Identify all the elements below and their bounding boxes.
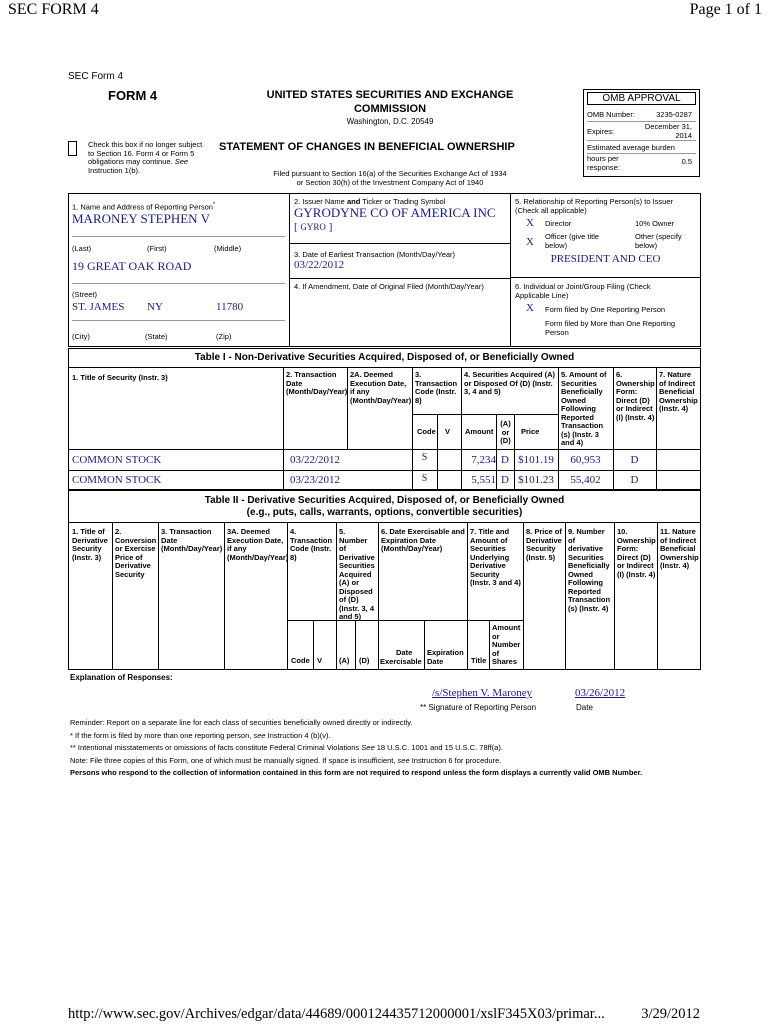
checkbox-text-3: obligations may continue. [88, 157, 173, 166]
t2-sub-amount [492, 624, 520, 667]
checkbox-instructions [88, 141, 202, 175]
t2c2-0: 2. [115, 527, 122, 536]
checkbox-text-2: to Section 16. Form 4 or Form 5 [88, 148, 195, 158]
t2-amt-2: Number [492, 640, 521, 649]
one-person-label: Form filed by One Reporting Person [545, 305, 666, 314]
omb-expires-2: 2014 [675, 131, 692, 140]
note2-see: See [361, 743, 375, 752]
t1h2-0: 2. Transaction [286, 370, 337, 379]
state-value: NY [147, 301, 163, 313]
director-label: Director [545, 219, 572, 228]
t1h5-7: (s) (Instr. 3 [561, 429, 599, 439]
t1-aord-1: or [501, 427, 510, 437]
t1-r1-amount: 5,551 [471, 474, 496, 486]
officer-title: PRESIDENT AND CEO [550, 253, 661, 265]
statement-title: STATEMENT OF CHANGES IN BENEFICIAL OWNERSHIP [219, 141, 515, 153]
t2-col-price [526, 528, 562, 562]
agency-line-2: COMMISSION [353, 103, 427, 115]
t2c7-6: (Instr. 3 and 4) [470, 578, 521, 587]
t2c3-1: Date [161, 535, 178, 545]
t1h7-1: of Indirect [659, 378, 696, 388]
ticker-close: ] [328, 221, 333, 233]
earliest-transaction-date: 03/22/2012 [294, 259, 345, 271]
t2c8-2: Security [526, 544, 556, 553]
footnotes [70, 717, 700, 780]
t1-col-securities-acquired [464, 371, 555, 397]
t1-r0-price: $101.19 [518, 454, 554, 466]
zip-value: 11780 [216, 301, 244, 313]
street-address: 19 GREAT OAK ROAD [72, 259, 192, 273]
officer-mark[interactable]: X [526, 236, 534, 248]
t2c9-6: Following [568, 578, 603, 587]
more-persons-1: Form filed by More than One Reporting [545, 319, 676, 328]
t2-amt-3: of [492, 648, 500, 658]
filing-label [515, 282, 650, 300]
note3-post: Instruction 6 for procedure. [411, 755, 502, 765]
t2c10-0: 10. [617, 527, 628, 536]
t2c8-3: (Instr. 5) [526, 552, 556, 562]
agency-location: Washington, D.C. 20549 [346, 117, 434, 126]
t2c3a-2: if any [227, 544, 247, 553]
t2-exer-1: Exercisable [380, 656, 422, 666]
t1h4-0: 4. Securities Acquired (A) [464, 370, 555, 379]
explanation-heading: Explanation of Responses: [70, 673, 173, 682]
t2-sub-title: Title [471, 656, 487, 665]
t1-aord-2: (D) [500, 436, 511, 445]
state-label: (State) [145, 332, 168, 341]
t2-col-title [72, 528, 108, 562]
footnote-persons: Persons who respond to the collection of information contained in this form are not required to respond unless the form displays a currently valid OMB Number. [70, 768, 643, 777]
t2c5-0: 5. [339, 527, 346, 536]
t2c5-7: Disposed [339, 586, 373, 596]
t1-r0-ad: D [501, 454, 509, 466]
omb-expires-1: December 31, [644, 122, 692, 131]
t2c9-5: Owned [568, 569, 594, 579]
t2c5-3: Derivative [339, 552, 375, 562]
t2-amt-0: Amount [492, 623, 521, 632]
t2c2-4: Derivative [115, 561, 151, 570]
t2-amt-1: or [492, 631, 500, 641]
t2-exp-0: Expiration [427, 648, 464, 657]
t1h5-0: 5. Amount of [561, 370, 607, 379]
t1h2-2: (Month/Day/Year) [286, 387, 348, 396]
t1h7-2: Beneficial [659, 387, 695, 396]
t2-sub-v: V [317, 656, 323, 665]
t2c5-10: and 5) [339, 612, 362, 621]
relationship-label-1: 5. Relationship of Reporting Person(s) to Issuer [515, 197, 673, 206]
t2c8-1: Derivative [526, 535, 562, 545]
note1-see: see [253, 730, 266, 740]
ticker-open: [ [294, 221, 298, 233]
t1-r0-title: COMMON STOCK [72, 454, 162, 466]
t1h2a-2: if any [350, 387, 370, 396]
t2c9-0: 9. Number [568, 527, 605, 536]
t2c2-3: Price of [115, 552, 143, 562]
amendment-label: 4. If Amendment, Date of Original Filed (Month/Day/Year) [294, 282, 484, 291]
issuer-label-post: Ticker or Trading Symbol [362, 197, 446, 206]
other-label-2: below) [635, 241, 658, 250]
t1h6-2: Form: [616, 387, 638, 396]
no-longer-subject-checkbox[interactable] [68, 141, 77, 156]
t2c5-2: of [339, 544, 347, 553]
t1-col-amount-owned [561, 371, 607, 448]
t2c1-2: Security [72, 544, 102, 553]
t1h5-3: Owned [561, 395, 587, 405]
omb-burden-label: Estimated average burden [587, 143, 675, 152]
filing-label-2: Applicable Line) [515, 291, 569, 300]
t1h4-1: or Disposed Of (D) (Instr. [464, 378, 553, 388]
t1h7-3: Ownership [659, 395, 698, 405]
reporting-person-name: MARONEY STEPHEN V [72, 211, 210, 226]
t1-r1-ad: D [501, 474, 509, 486]
note3-pre: Note: File three copies of this Form, one of which must be manually signed. If space is insufficient, [70, 755, 396, 765]
table-2-title-1: Table II - Derivative Securities Acquired, Disposed of, or Beneficially Owned [204, 495, 565, 506]
t2c7-2: Securities [470, 544, 506, 553]
signature-date: 03/26/2012 [575, 687, 626, 699]
sec-form-label: SEC Form 4 [68, 71, 124, 82]
t2c5-1: Number [339, 535, 368, 545]
t2c9-4: Beneficially [568, 561, 610, 570]
t1-col-deemed-date [350, 371, 411, 405]
t1h2a-3: (Month/Day/Year) [350, 395, 412, 405]
note3-see: see [397, 755, 410, 765]
print-header-title: SEC FORM 4 [8, 1, 99, 18]
other-label [635, 232, 682, 250]
t1-r1-form: D [630, 474, 639, 486]
table-2-title [68, 495, 701, 519]
t2c5-5: Acquired [339, 569, 372, 579]
t1h2a-0: 2A. Deemed [350, 370, 393, 379]
note1-pre: * If the form is filed by more than one reporting person, [70, 730, 252, 740]
last-label: (Last) [72, 244, 92, 253]
agency-name [220, 88, 560, 116]
t2-col-exercisable [381, 528, 465, 554]
t1h5-5: Reported [561, 412, 594, 422]
footnote-reminder: Reminder: Report on a separate line for each class of securities beneficially owned directly or indirectly. [70, 718, 413, 727]
t2c10-3: Direct (D) [617, 552, 651, 562]
t2c11-3: Ownership [660, 552, 699, 562]
t1-sub-code: Code [417, 427, 436, 436]
officer-label-2: below) [545, 241, 568, 250]
checkbox-text-1: Check this box if no longer subject [88, 140, 203, 149]
issuer-label-and: and [346, 197, 361, 206]
t1-r1-owned: 55,402 [570, 474, 601, 486]
t2c10-5: (I) (Instr. 4) [617, 569, 656, 579]
t1h2-1: Date [286, 378, 303, 388]
t2-col-ownership-form [617, 528, 656, 579]
t2c11-1: of Indirect [660, 535, 697, 545]
t2c2-1: Conversion [115, 535, 157, 545]
t1h7-4: (Instr. 4) [659, 404, 689, 413]
t2c7-4: Derivative [470, 561, 506, 570]
table-1-title: Table I - Non-Derivative Securities Acquired, Disposed of, or Beneficially Owned [194, 352, 575, 363]
checkbox-text-4: Instruction 1(b). [88, 165, 141, 175]
omb-hours-1: hours per [587, 154, 619, 163]
t1h3-1: Transaction [415, 378, 458, 388]
t1h5-4: Following [561, 404, 596, 413]
t1h4-2: 3, 4 and 5) [464, 387, 501, 396]
print-footer-date: 3/29/2012 [641, 1006, 700, 1022]
omb-expires-value [645, 122, 692, 140]
t2c4-1: Transaction [290, 535, 333, 545]
t2-exp-1: Date [427, 656, 444, 666]
t2c3a-3: (Month/Day/Year) [227, 552, 289, 562]
t1-r0-amount: 7,234 [471, 454, 496, 466]
t2c11-2: Beneficial [660, 544, 696, 553]
t2-sub-expiration [427, 649, 464, 666]
t1-sub-amount: Amount [465, 427, 494, 436]
t1-r1-title: COMMON STOCK [72, 474, 162, 486]
middle-label: (Middle) [214, 244, 242, 253]
filing-label-1: 6. Individual or Joint/Group Filing (Check [515, 282, 651, 291]
t2c7-1: Amount of [470, 535, 508, 545]
more-persons-label [545, 319, 675, 337]
filed-pursuant [250, 169, 530, 187]
t1-col-title-security: 1. Title of Security (Instr. 3) [72, 373, 168, 382]
t2-col-title-amount [470, 528, 521, 588]
t1-sub-v: V [445, 427, 451, 436]
print-footer-url[interactable]: http://www.sec.gov/Archives/edgar/data/44689/000124435712000001/xslF345X03/primar... [68, 1006, 605, 1022]
t2-col-number-owned [568, 528, 610, 613]
relationship-label-2: (Check all applicable) [515, 206, 587, 215]
t2c1-3: (Instr. 3) [72, 552, 102, 562]
reporting-person-star: * [212, 202, 216, 208]
t2c4-3: 8) [290, 552, 297, 562]
t2c2-5: Security [115, 569, 145, 579]
t2-col-transaction-code [290, 528, 332, 562]
t2-sub-a: (A) [339, 656, 350, 665]
note2-post: 18 U.S.C. 1001 and 15 U.S.C. 78ff(a). [376, 743, 503, 752]
t1h5-2: Beneficially [561, 387, 603, 396]
t1-col-transaction-code [415, 371, 457, 405]
t2c2-2: or Exercise [115, 544, 156, 553]
omb-hours-2: response: [587, 163, 620, 172]
t1h3-2: Code (Instr. [415, 387, 457, 396]
relationship-label [515, 197, 673, 215]
t2c9-9: (s) (Instr. 4) [568, 603, 609, 613]
t2c10-1: Ownership [617, 535, 656, 545]
t1-r0-owned: 60,953 [570, 454, 601, 466]
t2c10-2: Form: [617, 544, 639, 553]
t2c4-2: Code (Instr. [290, 544, 332, 553]
t1h3-3: 8) [415, 395, 422, 405]
t1-sub-price: Price [521, 427, 540, 436]
t2c9-2: derivative [568, 544, 604, 553]
first-label: (First) [147, 244, 167, 253]
t2c11-0: 11. Nature [660, 527, 696, 536]
omb-expires-label: Expires: [587, 127, 615, 136]
t2c11-4: (Instr. 4) [660, 561, 690, 570]
t2c9-1: of [568, 535, 576, 545]
t1h2a-1: Execution Date, [350, 378, 407, 388]
signature-label: ** Signature of Reporting Person [420, 703, 537, 712]
t1-r0-form: D [630, 454, 639, 466]
t1-sub-aord [497, 420, 514, 446]
note1-post: Instruction 4 (b)(v). [267, 730, 331, 740]
t2-col-nature [660, 528, 699, 571]
one-person-mark[interactable]: X [526, 302, 534, 314]
t2-col-number-derivative [339, 528, 375, 622]
table-2-title-2: (e.g., puts, calls, warrants, options, convertible securities) [246, 507, 523, 518]
t2c5-9: (Instr. 3, 4 [339, 603, 375, 613]
t2c9-8: Transaction [568, 595, 611, 604]
t2c1-1: Derivative [72, 535, 108, 545]
omb-hours-value: 0.5 [681, 157, 692, 166]
t1h6-5: (I) (Instr. 4) [616, 412, 655, 422]
omb-hours-label [587, 154, 620, 172]
t2c6-1: Expiration Date [381, 535, 437, 545]
t2c4-0: 4. [290, 527, 297, 536]
omb-number-value: 3235-0287 [656, 110, 692, 119]
signature: /s/Stephen V. Maroney [432, 687, 533, 699]
reporting-person-label-text: 1. Name and Address of Reporting Person [72, 202, 213, 212]
t2-exer-0: Date [396, 648, 413, 657]
t2-sub-code: Code [291, 656, 310, 665]
t2-col-transaction-date [161, 528, 222, 554]
checkbox-text-see: See [174, 157, 189, 166]
t2c5-8: of (D) [339, 595, 359, 604]
t1h7-0: 7. Nature [659, 370, 692, 379]
earliest-transaction-label: 3. Date of Earliest Transaction (Month/Day/Year) [294, 250, 456, 259]
t1-r1-date: 03/23/2012 [289, 474, 341, 486]
date-label: Date [576, 703, 593, 712]
t2-sub-d: (D) [359, 656, 370, 665]
t2-sub-exercisable [380, 649, 422, 666]
issuer-label-pre: 2. Issuer Name [294, 197, 345, 206]
t2c7-0: 7. Title and [470, 527, 510, 536]
t2c3a-0: 3A. Deemed [227, 527, 270, 536]
t2c3-2: (Month/Day/Year) [161, 544, 223, 553]
t2c9-3: Securities [568, 552, 604, 562]
t1-aord-0: (A) [500, 419, 511, 428]
t2c9-7: Reported [568, 586, 601, 596]
agency-line-1: UNITED STATES SECURITIES AND EXCHANGE [266, 89, 514, 101]
issuer-ticker [294, 221, 332, 233]
director-mark[interactable]: X [526, 217, 534, 229]
t1-r0-date: 03/22/2012 [289, 454, 341, 466]
t2c7-3: Underlying [470, 552, 510, 562]
t1-r0-code: S [421, 452, 428, 463]
ten-percent-owner-label: 10% Owner [635, 219, 675, 228]
t2c6-0: 6. Date Exercisable and [381, 527, 465, 536]
issuer-name: GYRODYNE CO OF AMERICA INC [294, 205, 496, 220]
filed-line-2: or Section 30(h) of the Investment Company Act of 1940 [296, 178, 484, 187]
t1h6-3: Direct (D) [616, 395, 650, 405]
t1-r1-code: S [421, 473, 428, 484]
t1h3-0: 3. [415, 370, 422, 379]
t2c5-4: Securities [339, 561, 375, 570]
filed-line-1: Filed pursuant to Section 16(a) of the Securities Exchange Act of 1934 [273, 169, 507, 178]
t1-col-transaction-date [286, 371, 347, 397]
t2c8-0: 8. Price of [526, 527, 562, 536]
footnote-1 [70, 730, 700, 743]
t2c3-0: 3. Transaction [161, 527, 212, 536]
t2-amt-4: Shares [492, 657, 518, 666]
reporting-person-label [72, 201, 215, 212]
footnote-2 [70, 742, 700, 755]
t1h6-1: Ownership [616, 378, 655, 388]
note2-pre: ** Intentional misstatements or omissions of facts constitute Federal Criminal Violations [70, 743, 360, 752]
more-persons-2: Person [545, 328, 569, 337]
form-title: FORM 4 [108, 88, 158, 103]
omb-number-label: OMB Number: [587, 110, 635, 119]
t2c6-2: (Month/Day/Year) [381, 544, 443, 553]
t1h5-8: and 4) [561, 438, 584, 447]
city-value: ST. JAMES [72, 301, 125, 313]
officer-label-1: Officer (give title [545, 232, 600, 241]
zip-label: (Zip) [216, 332, 232, 341]
t1-r1-price: $101.23 [518, 474, 554, 486]
t2-col-conversion [115, 528, 156, 579]
t1h5-1: Securities [561, 378, 597, 388]
t2c10-4: or Indirect [617, 561, 654, 570]
footnote-3 [70, 755, 700, 768]
t2c7-5: Security [470, 569, 500, 579]
t1h6-4: or Indirect [616, 404, 653, 413]
t2c3a-1: Execution Date, [227, 535, 284, 545]
ticker-symbol: GYRO [300, 222, 326, 232]
t1h5-6: Transaction [561, 421, 604, 430]
t1-col-nature-indirect [659, 371, 698, 414]
t2c1-0: 1. Title of [72, 527, 105, 536]
t2c5-6: (A) or [339, 578, 359, 587]
omb-title: OMB APPROVAL [587, 92, 696, 105]
t2-col-deemed-date [227, 528, 288, 562]
t1-col-ownership-form [616, 371, 655, 422]
t1h6-0: 6. [616, 370, 623, 379]
city-label: (City) [72, 332, 90, 341]
print-header-page: Page 1 of 1 [689, 1, 762, 18]
other-label-1: Other (specify [635, 232, 682, 241]
officer-label [545, 232, 599, 250]
street-label: (Street) [72, 290, 98, 299]
